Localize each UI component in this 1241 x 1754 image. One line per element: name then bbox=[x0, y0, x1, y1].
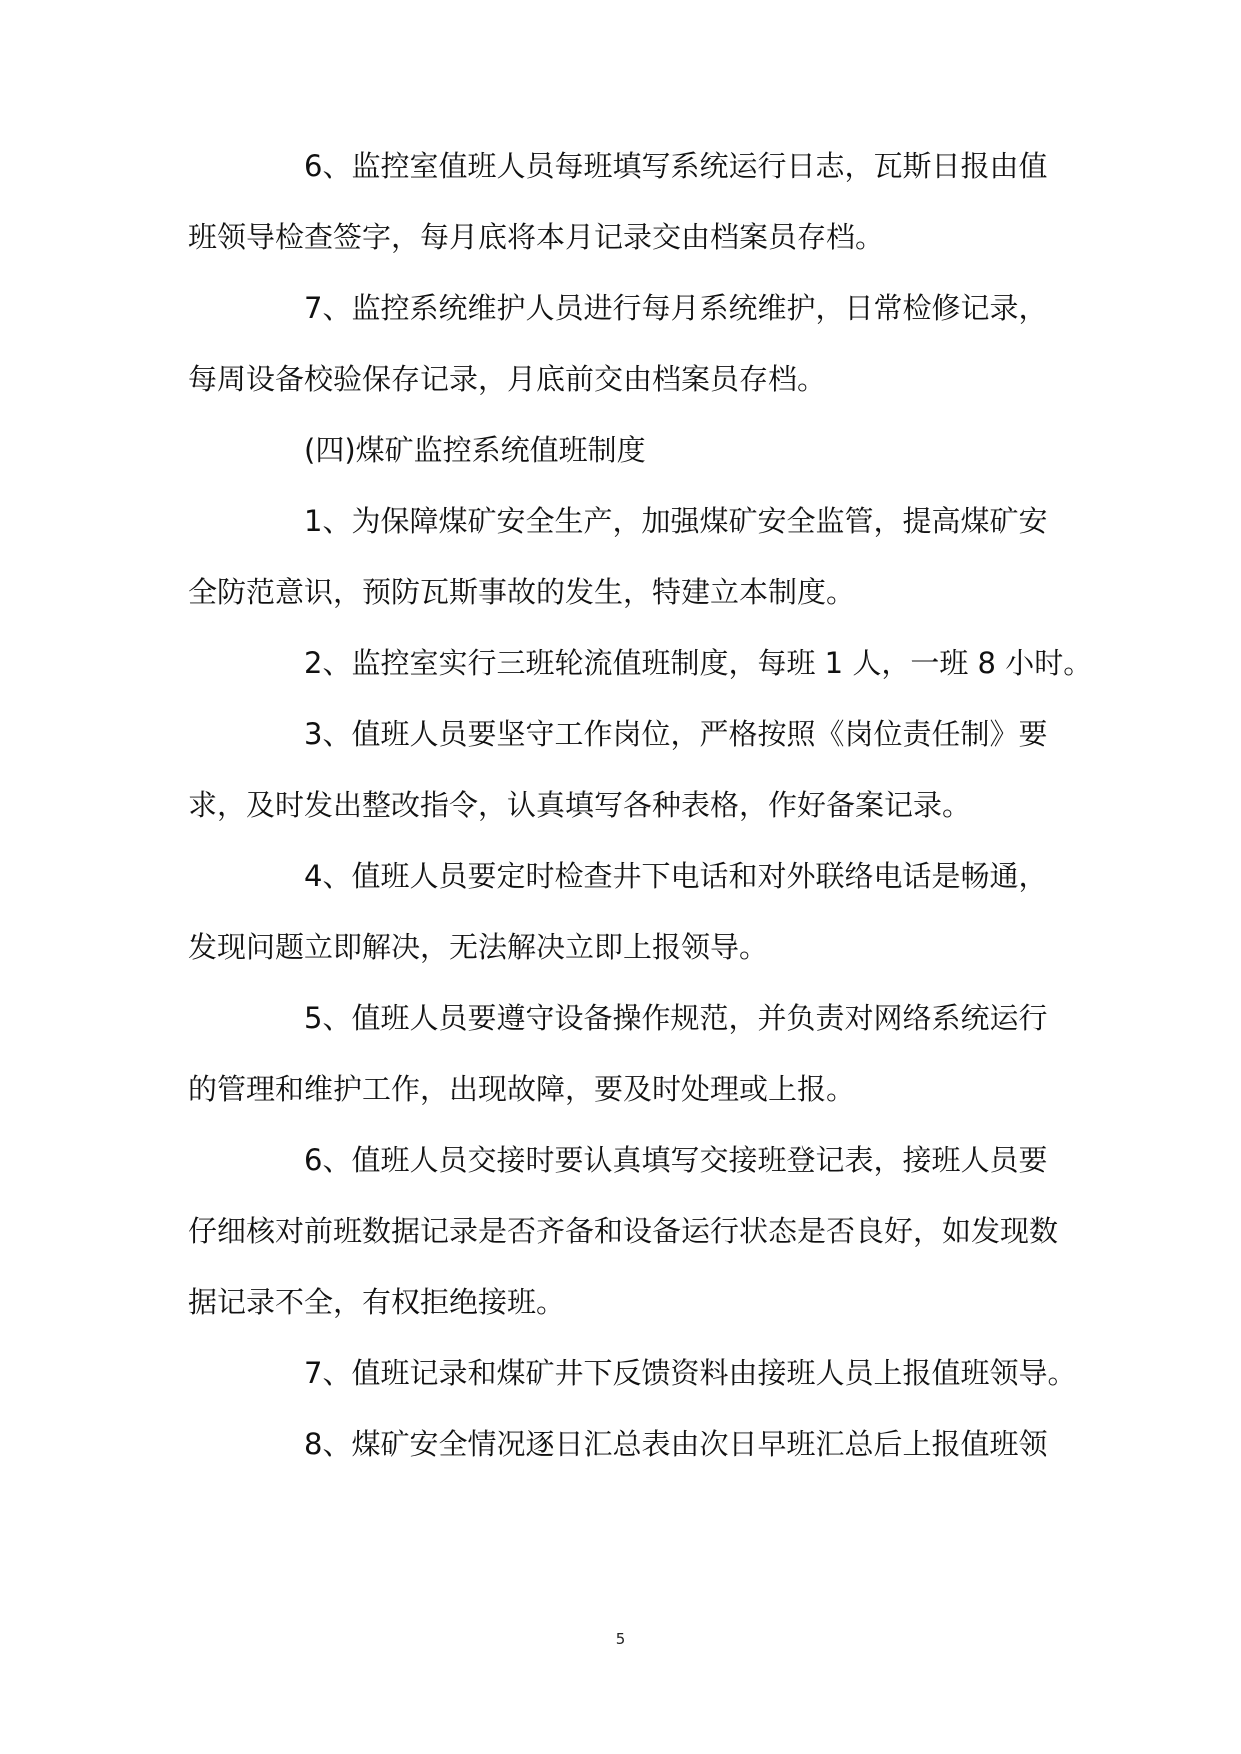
paragraph-line: 仔细核对前班数据记录是否齐备和设备运行状态是否良好，如发现数 bbox=[188, 1214, 1059, 1248]
paragraph-line: 3、值班人员要坚守工作岗位，严格按照《岗位责任制》要 bbox=[304, 717, 1048, 751]
paragraph-line: 7、值班记录和煤矿井下反馈资料由接班人员上报值班领导。 bbox=[304, 1356, 1077, 1390]
paragraph-line: 5、值班人员要遵守设备操作规范，并负责对网络系统运行 bbox=[304, 1001, 1048, 1035]
paragraph-line: 全防范意识，预防瓦斯事故的发生，特建立本制度。 bbox=[188, 575, 856, 609]
paragraph-line: 每周设备校验保存记录，月底前交由档案员存档。 bbox=[188, 362, 827, 396]
paragraph-line: 1、为保障煤矿安全生产，加强煤矿安全监管，提高煤矿安 bbox=[304, 504, 1048, 538]
paragraph-line: 6、监控室值班人员每班填写系统运行日志，瓦斯日报由值 bbox=[304, 149, 1048, 183]
paragraph-line: 的管理和维护工作，出现故障，要及时处理或上报。 bbox=[188, 1072, 856, 1106]
paragraph-line: 8、煤矿安全情况逐日汇总表由次日早班汇总后上报值班领 bbox=[304, 1427, 1048, 1461]
paragraph-line: 班领导检查签字，每月底将本月记录交由档案员存档。 bbox=[188, 220, 885, 254]
paragraph-line: 据记录不全，有权拒绝接班。 bbox=[188, 1285, 566, 1319]
page-number: 5 bbox=[615, 1630, 626, 1648]
paragraph-line: 发现问题立即解决，无法解决立即上报领导。 bbox=[188, 930, 769, 964]
paragraph-line: 2、监控室实行三班轮流值班制度，每班 1 人，一班 8 小时。 bbox=[304, 646, 1093, 680]
paragraph-line: 6、值班人员交接时要认真填写交接班登记表，接班人员要 bbox=[304, 1143, 1048, 1177]
paragraph-line: 4、值班人员要定时检查井下电话和对外联络电话是畅通， bbox=[304, 859, 1048, 893]
section-heading: (四)煤矿监控系统值班制度 bbox=[304, 433, 646, 467]
document-body bbox=[188, 145, 1093, 1494]
paragraph-line: 求，及时发出整改指令，认真填写各种表格，作好备案记录。 bbox=[188, 788, 972, 822]
paragraph-line: 7、监控系统维护人员进行每月系统维护，日常检修记录， bbox=[304, 291, 1048, 325]
